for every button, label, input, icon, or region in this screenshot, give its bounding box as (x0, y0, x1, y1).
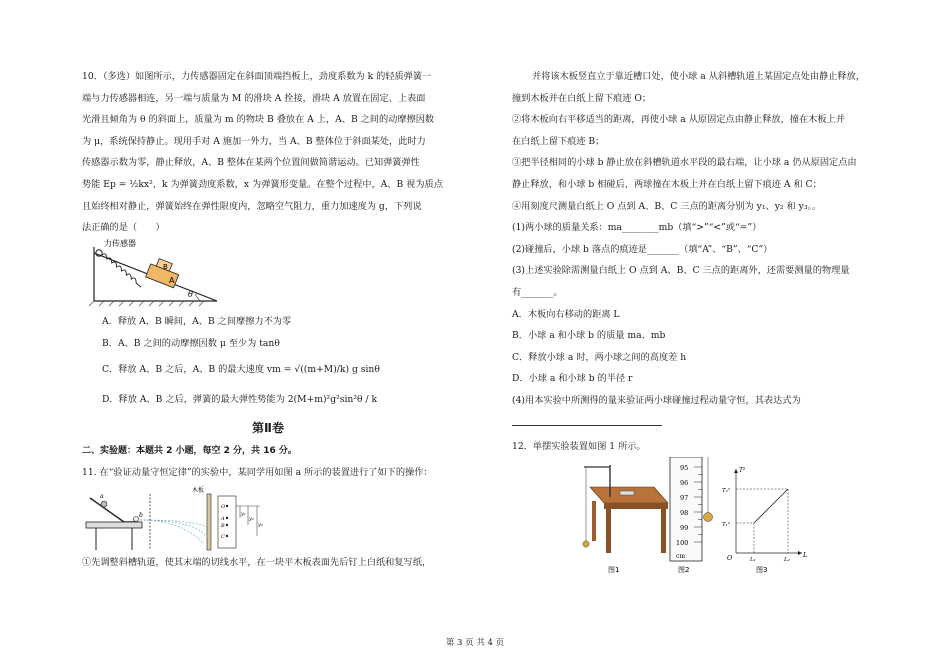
q11-line: 并将该木板竖直立于靠近槽口处，使小球 a 从斜槽轨道上某固定点处由静止释放， (532, 71, 865, 82)
q11-line: 静止释放，和小球 b 相碰后，两球撞在木板上并在白纸上留下痕迹 A 和 C； (512, 178, 822, 190)
ball-a-icon (101, 501, 107, 507)
graph-origin-label: O (727, 554, 733, 563)
q11-line: ②将木板向右平移适当的距离，再使小球 a 从原固定点由静止释放，撞在木板上并 (512, 114, 845, 126)
ruler-tick-97: 97 (680, 494, 689, 503)
ball-b-icon (134, 516, 139, 521)
q11-line: 撞到木板并在白纸上留下痕迹 O； (512, 92, 652, 104)
graph-x-axis-label: L (803, 551, 808, 560)
mark-c-label: C (221, 533, 225, 540)
incline-diagram (82, 239, 222, 309)
q12-figures (512, 457, 872, 575)
ruler-unit: cm (676, 553, 686, 561)
sensor-label: 力传感器 (104, 238, 136, 248)
q11-subquestion-4: (4)用本实验中所测得的量来验证两小球碰撞过程动量守恒，其表达式为 (512, 394, 801, 406)
dim-y3-label: y₃ (258, 521, 263, 528)
q10-line: 端与力传感器相连，另一端与质量为 M 的滑块 A 拴接，滑块 A 放置在固定、上表面 (82, 92, 426, 104)
ball-b-label: b (139, 511, 143, 519)
q11-option-a: A．木板向右移动的距离 L (512, 308, 620, 320)
block-b-label: B (163, 262, 168, 271)
section-heading: 二、实验题：本题共 2 小题，每空 2 分，共 16 分。 (82, 445, 297, 456)
q11-option-c: C．释放小球 a 时，两小球之间的高度差 h (512, 351, 687, 363)
dim-y2-label: y₂ (249, 515, 254, 522)
q11-line: ③把半径相同的小球 b 静止放在斜槽轨道水平段的最右端，让小球 a 仍从原固定点由 (512, 157, 857, 169)
question-11 (82, 462, 454, 573)
pendulum-setup-figure (583, 465, 668, 553)
mark-b-label: B (221, 522, 225, 529)
q10-line: 光滑且倾角为 θ 的斜面上，质量为 m 的物块 B 叠放在 A 上，A、B 之间的动摩擦因数 (82, 114, 435, 126)
graph-t1-label: T₁² (722, 522, 731, 529)
right-column (512, 66, 872, 575)
q11-step-1: ①先调整斜槽轨道，使其末端的切线水平，在一块平木板表面先后钉上白纸和复写纸， (82, 556, 432, 568)
caption-fig-3: 图3 (756, 566, 768, 575)
block-a (146, 256, 182, 287)
answer-blank-line (512, 412, 872, 430)
ruler-bob-icon (704, 513, 713, 522)
ruler-tick-100: 100 (676, 539, 689, 548)
t2-l-graph (722, 467, 807, 563)
q11-line: 在白纸上留下痕迹 B； (512, 135, 605, 147)
q10-option-b: B．A、B 之间的动摩擦因数 μ 至少为 tanθ (102, 337, 280, 349)
ruler-tick-98: 98 (680, 509, 689, 518)
q11-option-d: D．小球 a 和小球 b 的半径 r (512, 373, 633, 385)
q10-option-a: A．释放 A、B 瞬间，A、B 之间摩擦力不为零 (102, 315, 292, 327)
q10-line: 为 μ，系统保持静止。现用手对 A 施加一外力，当 A、B 整体位于斜面某处，此时力 (82, 135, 426, 147)
q11-intro: 11. 在“验证动量守恒定律”的实验中，某同学用如图 a 所示的装置进行了如下的操作： (82, 467, 433, 479)
mark-o-label: O (221, 503, 226, 510)
wood-board (207, 494, 211, 550)
part-2-title: 第Ⅱ卷 (252, 420, 284, 435)
q10-line: 法正确的是（ ） (82, 222, 165, 234)
q11-line: ④用刻度尺测量白纸上 O 点到 A、B、C 三点的距离分别为 y₁、y₂ 和 y₃。。 (512, 200, 822, 212)
left-column (82, 66, 454, 574)
ruler-tick-99: 99 (680, 524, 689, 533)
ruler-tick-96: 96 (680, 479, 689, 488)
graph-y-axis-label: T² (739, 467, 746, 475)
graph-l2-label: L₂ (784, 557, 790, 564)
q10-line: 势能 Ep = ½kx²，k 为弹簧劲度系数，x 为弹簧形变量。在整个过程中，A、B 视为质点 (82, 178, 443, 190)
graph-t2-label: T₂² (722, 488, 731, 495)
board-label: 木板 (192, 486, 205, 494)
pendulum-bob-icon (583, 541, 589, 547)
collision-apparatus-diagram (82, 484, 272, 552)
dim-y1-label: y₁ (241, 510, 246, 517)
caption-fig-2: 图2 (678, 566, 690, 575)
ruler-tick-95: 95 (680, 464, 689, 473)
ruler-figure (670, 457, 713, 561)
spring-icon (96, 253, 147, 287)
block-a-label: A (169, 275, 175, 285)
q11-option-b: B．小球 a 和小球 b 的质量 ma、mb (512, 330, 666, 342)
q11-subquestion-3: (3)上述实验除需测量白纸上 O 点到 A、B、C 三点的距离外，还需要测量的物理量 (512, 265, 850, 277)
angle-label: θ (188, 289, 193, 299)
q10-figure (82, 239, 454, 309)
q10-option-d: D．释放 A、B 之后，弹簧的最大弹性势能为 2(M+m)²g²sin²θ / k (102, 393, 378, 405)
q11-subquestion-3-cont: 有_______。 (512, 286, 563, 298)
q11-subquestion-2: (2)碰撞后，小球 b 落点的痕迹是_______（填“A”、“B”、“C”） (512, 243, 773, 255)
graph-l1-label: L₁ (750, 557, 756, 564)
ball-a-label: a (100, 492, 104, 500)
pendulum-diagrams (512, 457, 832, 575)
caption-fig-1: 图1 (608, 566, 620, 575)
q10-line: 10．（多选）如图所示，力传感器固定在斜面顶端挡板上，劲度系数为 k 的轻质弹簧一 (82, 71, 432, 82)
q10-option-c: C．释放 A、B 之后，A、B 的最大速度 vm = √((m+M)/k) g sinθ (102, 363, 380, 375)
q12-intro: 12．单摆实验装置如图 1 所示。 (512, 440, 646, 452)
q11-subquestion-1: (1)两小球的质量关系：ma________mb（填“>”“<”或“=”） (512, 222, 762, 234)
mark-a-label: A (221, 515, 225, 522)
page-footer: 第 3 页 共 4 页 (445, 638, 505, 648)
q11-figure (82, 484, 454, 552)
q10-line: 且始终相对静止，弹簧始终在弹性限度内，忽略空气阻力，重力加速度为 g，下列说 (82, 200, 422, 212)
question-10 (82, 66, 454, 415)
q10-line: 传感器示数为零，静止释放，A、B 整体在某两个位置间做简谐运动。已知弹簧弹性 (82, 157, 420, 169)
